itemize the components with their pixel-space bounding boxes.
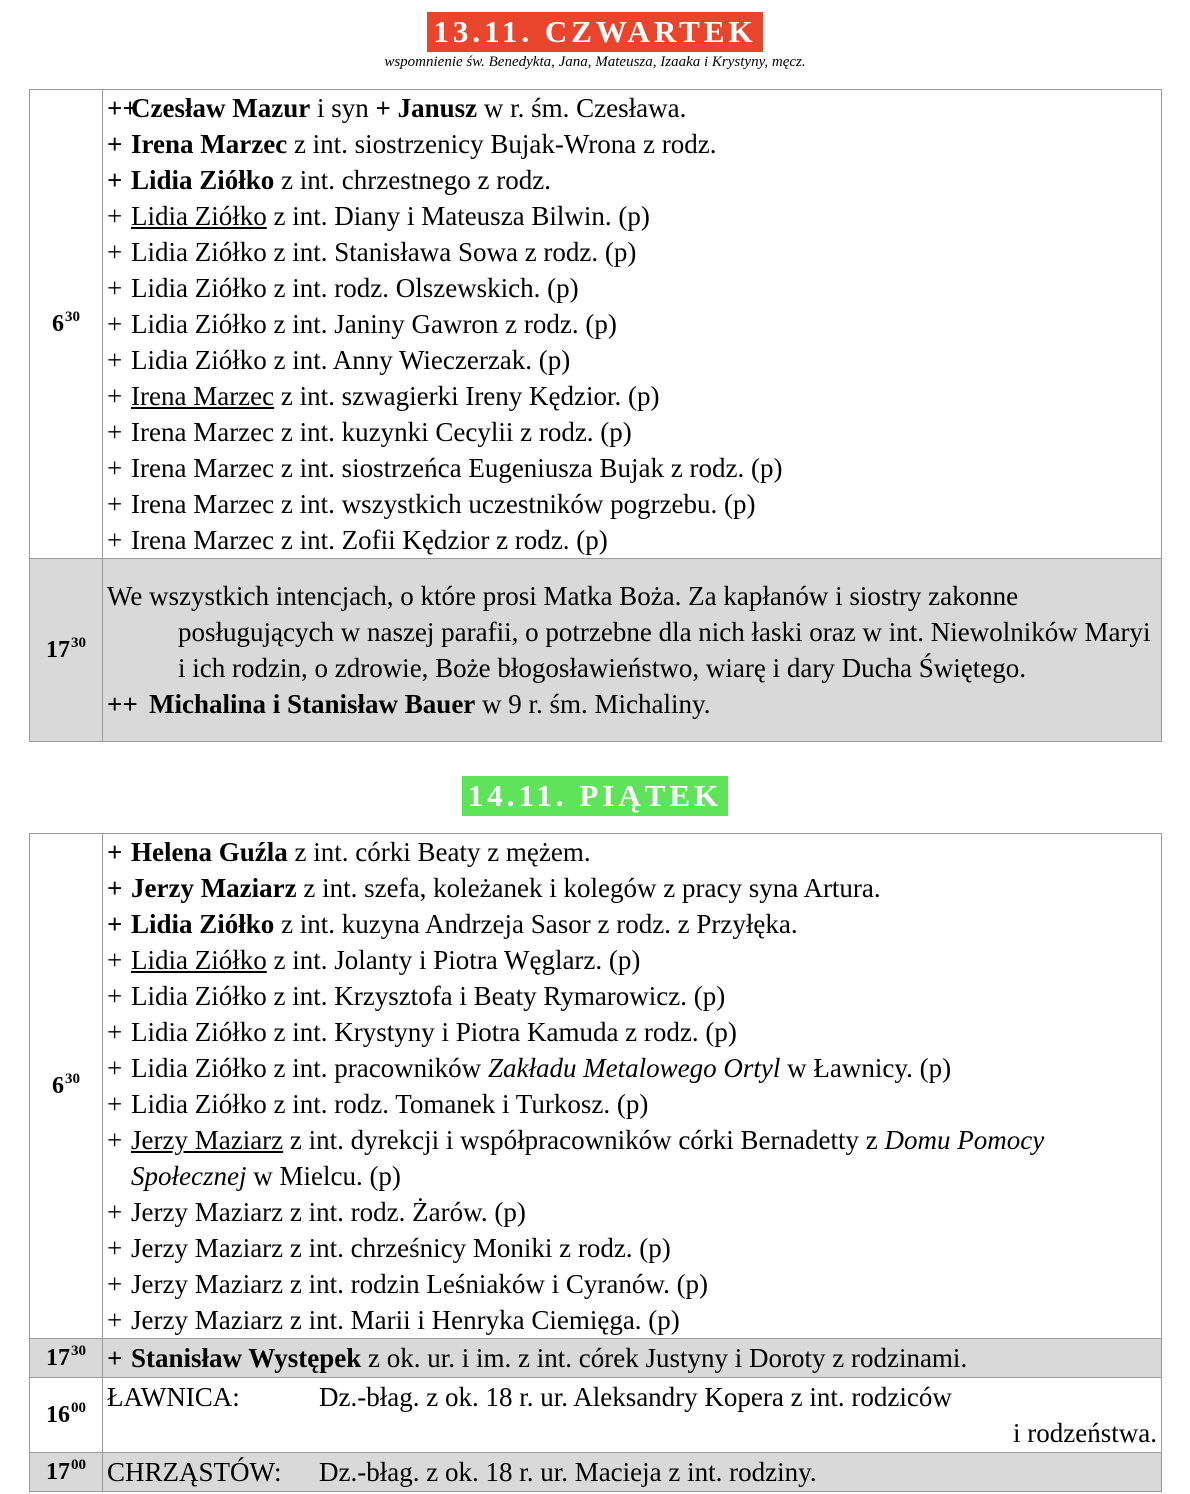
intention-item: + Lidia Ziółko z int. pracowników Zakładu Metalowego Ortyl w Ławnicy. (p) [107,1053,952,1083]
intention-item: + Lidia Ziółko z int. Jolanty i Piotra Węglarz. (p) [107,945,641,975]
intention-list [103,834,1162,1339]
intention-list [103,90,1162,559]
intention-item: + Helena Guźla z int. córki Beaty z mężem. [107,837,591,867]
mass-row [30,1453,1162,1492]
intention-item: + Irena Marzec z int. szwagierki Ireny Kędzior. (p) [107,381,660,411]
intention-list [103,1339,1162,1378]
mass-time: $6^{30}$ [30,90,103,559]
intention-item: + Irena Marzec z int. siostrzenicy Bujak-Wrona z rodz. [107,129,717,159]
intention-item: + Jerzy Maziarz z int. rodzin Leśniaków i Cyranów. (p) [107,1269,709,1299]
schedule-table-thursday [29,89,1162,742]
day-header-friday [0,776,1190,816]
mass-row [30,559,1162,742]
chapel-text: Dz.-błag. z ok. 18 r. ur. Aleksandry Kopera z int. rodziców [319,1382,952,1412]
intention-item: + Jerzy Maziarz z int. szefa, koleżanek i kolegów z pracy syna Artura. [107,873,881,903]
day-title: 14.11. PIĄTEK [462,776,728,816]
mass-time: $17^{30}$ [30,559,103,742]
intention-item: + Lidia Ziółko z int. Diany i Mateusza Bilwin. (p) [107,201,650,231]
intention-item: + Irena Marzec z int. kuzynki Cecylii z rodz. (p) [107,417,632,447]
chapel-intention [103,1378,1162,1453]
mass-time: $16^{00}$ [30,1378,103,1453]
intention-item: + Irena Marzec z int. Zofii Kędzior z rodz. (p) [107,525,608,555]
intention-item: + Lidia Ziółko z int. Stanisława Sowa z rodz. (p) [107,237,637,267]
intention-item: + Irena Marzec z int. siostrzeńca Eugeniusza Bujak z rodz. (p) [107,453,783,483]
chapel-line [107,1454,1157,1490]
mass-row [30,834,1162,1339]
intention-item: + Stanisław Występek z ok. ur. i im. z int. córek Justyny i Doroty z rodzinami. [107,1343,968,1373]
intention-item: ++ Michalina i Stanisław Bauer w 9 r. śm. Michaliny. [107,689,711,719]
day-header-thursday [0,12,1190,71]
intention-item: + Lidia Ziółko z int. rodz. Olszewskich. (p) [107,273,579,303]
chapel-text: Dz.-błag. z ok. 18 r. ur. Macieja z int. rodziny. [319,1457,817,1487]
intention-item: + Lidia Ziółko z int. Krystyny i Piotra Kamuda z rodz. (p) [107,1017,737,1047]
chapel-line [107,1379,1157,1415]
intention-item: + Jerzy Maziarz z int. dyrekcji i współpracowników córki Bernadetty z Domu Pomocy Społecznej w Mielcu. (p) [107,1125,1045,1191]
intention-item: ++Czesław Mazur i syn + Janusz w r. śm. Czesława. [107,93,687,123]
mass-time: $17^{30}$ [30,1339,103,1378]
mass-row [30,1378,1162,1453]
chapel-text-end: i rodzeństwa. [1013,1418,1157,1448]
intention-item: + Irena Marzec z int. wszystkich uczestników pogrzebu. (p) [107,489,756,519]
intention-item: + Lidia Ziółko z int. rodz. Tomanek i Turkosz. (p) [107,1089,649,1119]
mass-row [30,1339,1162,1378]
mass-time: $17^{00}$ [30,1453,103,1492]
intention-item: + Lidia Ziółko z int. kuzyna Andrzeja Sasor z rodz. z Przyłęka. [107,909,798,939]
intention-list [103,559,1162,742]
intention-item: + Jerzy Maziarz z int. rodz. Żarów. (p) [107,1197,526,1227]
day-subtitle: wspomnienie św. Benedykta, Jana, Mateusza, Izaaka i Krystyny, męcz. [384,54,806,70]
chapel-name: ŁAWNICA: [107,1382,240,1412]
intention-item: + Jerzy Maziarz z int. Marii i Henryka Ciemięga. (p) [107,1305,680,1335]
intention-item: + Lidia Ziółko z int. Janiny Gawron z rodz. (p) [107,309,617,339]
intention-item: + Lidia Ziółko z int. Anny Wieczerzak. (p) [107,345,571,375]
intention-item: + Lidia Ziółko z int. chrzestnego z rodz. [107,165,551,195]
day-title: 13.11. CZWARTEK [427,12,762,52]
intention-item: + Lidia Ziółko z int. Krzysztofa i Beaty Rymarowicz. (p) [107,981,726,1011]
intention-item: + Jerzy Maziarz z int. chrześnicy Moniki z rodz. (p) [107,1233,671,1263]
schedule-table-friday [29,833,1162,1492]
chapel-intention [103,1453,1162,1492]
chapel-name: CHRZĄSTÓW: [107,1457,282,1487]
mass-row [30,90,1162,559]
general-intention: We wszystkich intencjach, o które prosi Matka Boża. Za kapłanów i siostry zakonne posługujących w naszej parafii, o potrzebne dla nich łaski oraz w int. Niewolników Maryi i ich rodzin, o zdrowie, Boże błogosławieństwo, wiarę i dary Ducha Świętego. [107,581,1151,683]
mass-time: $6^{30}$ [30,834,103,1339]
